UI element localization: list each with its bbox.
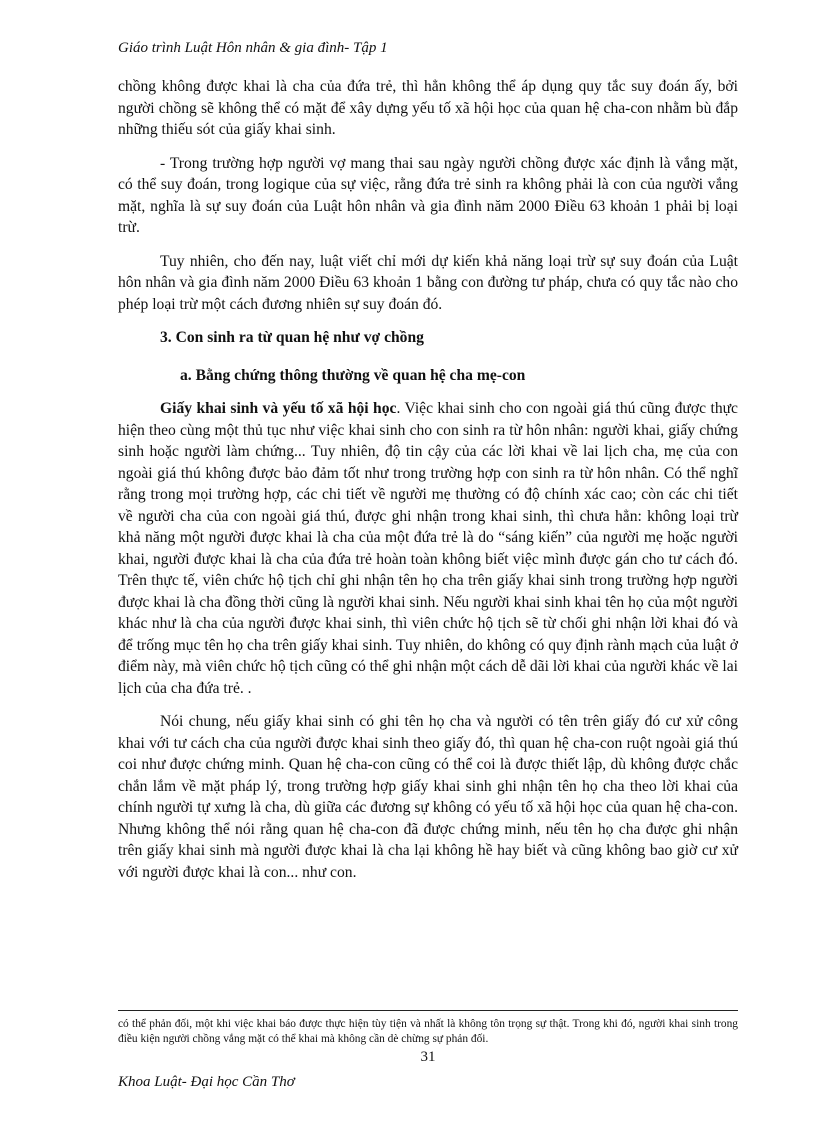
lead-term: Giấy khai sinh và yếu tố xã hội học <box>160 400 397 417</box>
paragraph-continuation: chồng không được khai là cha của đứa trẻ, thì hẳn không thể áp dụng quy tắc suy đoán ấy, bởi người chồng sẽ không thể có mặt để xây dựng yếu tố xã hội học của quan hệ cha-con nhằm bù đắp những thiếu sót của giấy khai sinh. <box>118 78 738 138</box>
section-heading: 3. Con sinh ra từ quan hệ như vợ chồng <box>160 329 424 346</box>
paragraph-general: Nói chung, nếu giấy khai sinh có ghi tên họ cha và người có tên trên giấy đó cư xử công khai với tư cách cha của người được khai sinh theo giấy đó, thì quan hệ cha-con ruột ngoài giá thú coi như được chứng minh. Quan hệ cha-con cũng có thể coi là được thiết lập, dù không được chắc chắn lắm về mặt pháp lý, trong trường hợp giấy khai sinh ghi nhận tên họ cha theo lời khai của chính người tự xưng là cha, dù giữa các đương sự không có yếu tố xã hội học của quan hệ cha-con. Nhưng không thể nói rằng quan hệ cha-con đã được chứng minh, nếu tên họ cha được ghi nhận trên giấy khai sinh mà người được khai là cha lại không hề hay biết và cũng không bao giờ cư xử với người được khai là con... như con. <box>118 713 738 881</box>
paragraph-exclusion: Tuy nhiên, cho đến nay, luật viết chỉ mới dự kiến khả năng loại trừ sự suy đoán của Luật hôn nhân và gia đình năm 2000 Điều 63 khoản 1 bằng con đường tư pháp, chưa có quy tắc nào cho phép loại trừ một cách đương nhiên sự suy đoán đó. <box>118 252 738 313</box>
subsection-heading: a. Bằng chứng thông thường về quan hệ cha mẹ-con <box>180 366 526 384</box>
running-header: Giáo trình Luật Hôn nhân & gia đình- Tập 1 <box>118 40 388 56</box>
paragraph-birth-certificate-body: . Việc khai sinh cho con ngoài giá thú cũng được thực hiện theo cùng một thủ tục như việc khai sinh cho con sinh ra từ hôn nhân: người khai, giấy chứng sinh hoặc người làm chứng... Tuy nhiên, độ tin cậy của các lời khai về lai lịch cha, mẹ của con ngoài giá thú không được bảo đảm tốt như trong trường hợp con sinh ra từ hôn nhân. Có thể nghĩ rằng trong mọi trường hợp, các chi tiết về người mẹ thường có độ chính xác cao; còn các chi tiết về người cha của con ngoài giá thú, được ghi nhận trong khai sinh, thì chưa hẳn: không loại trừ khả năng một người được khai là cha của một đứa trẻ là do “sáng kiến” của người mẹ hoặc người khai, người được khai là cha của đứa trẻ hoàn toàn không biết việc mình được gán cho tư cách đó. Trên thực tế, viên chức hộ tịch chỉ ghi nhận tên họ cha trên giấy khai sinh trong trường hợp người được khai là cha đồng thời cũng là người khai sinh. Nếu người khai sinh khai tên họ của một người khác như là cha của người được khai sinh, thì viên chức hộ tịch sẽ từ chối ghi nhận lời khai đó và để trống mục tên họ cha trên giấy khai sinh. Tuy nhiên, do không có quy định rành mạch của luật ở điểm này, mà viên chức hộ tịch cũng có thể ghi nhận một cách dễ dãi lời khai của người khác về lai lịch của cha đứa trẻ. . <box>118 400 738 697</box>
paragraph-birth-certificate <box>118 398 738 699</box>
footnote <box>118 1017 738 1046</box>
running-footer: Khoa Luật- Đại học Cần Thơ <box>118 1074 295 1090</box>
main-content <box>118 76 738 895</box>
page-number: 31 <box>420 1049 436 1065</box>
footnote-divider <box>118 1010 738 1011</box>
footnote-text: có thể phản đối, một khi việc khai báo được thực hiện tùy tiện và nhất là không tôn trọng sự thật. Trong khi đó, người khai sinh trong điều kiện người chồng vắng mặt có thể khai mà không cần dè chừng sự phản đối. <box>118 1018 738 1045</box>
paragraph-absent-husband: - Trong trường hợp người vợ mang thai sau ngày người chồng được xác định là vắng mặt, có thể suy đoán, trong logique của sự việc, rằng đứa trẻ sinh ra không phải là con của người vắng mặt, nghĩa là sự suy đoán của Luật hôn nhân và gia đình năm 2000 Điều 63 khoản 1 phải bị loại trừ. <box>118 154 738 236</box>
